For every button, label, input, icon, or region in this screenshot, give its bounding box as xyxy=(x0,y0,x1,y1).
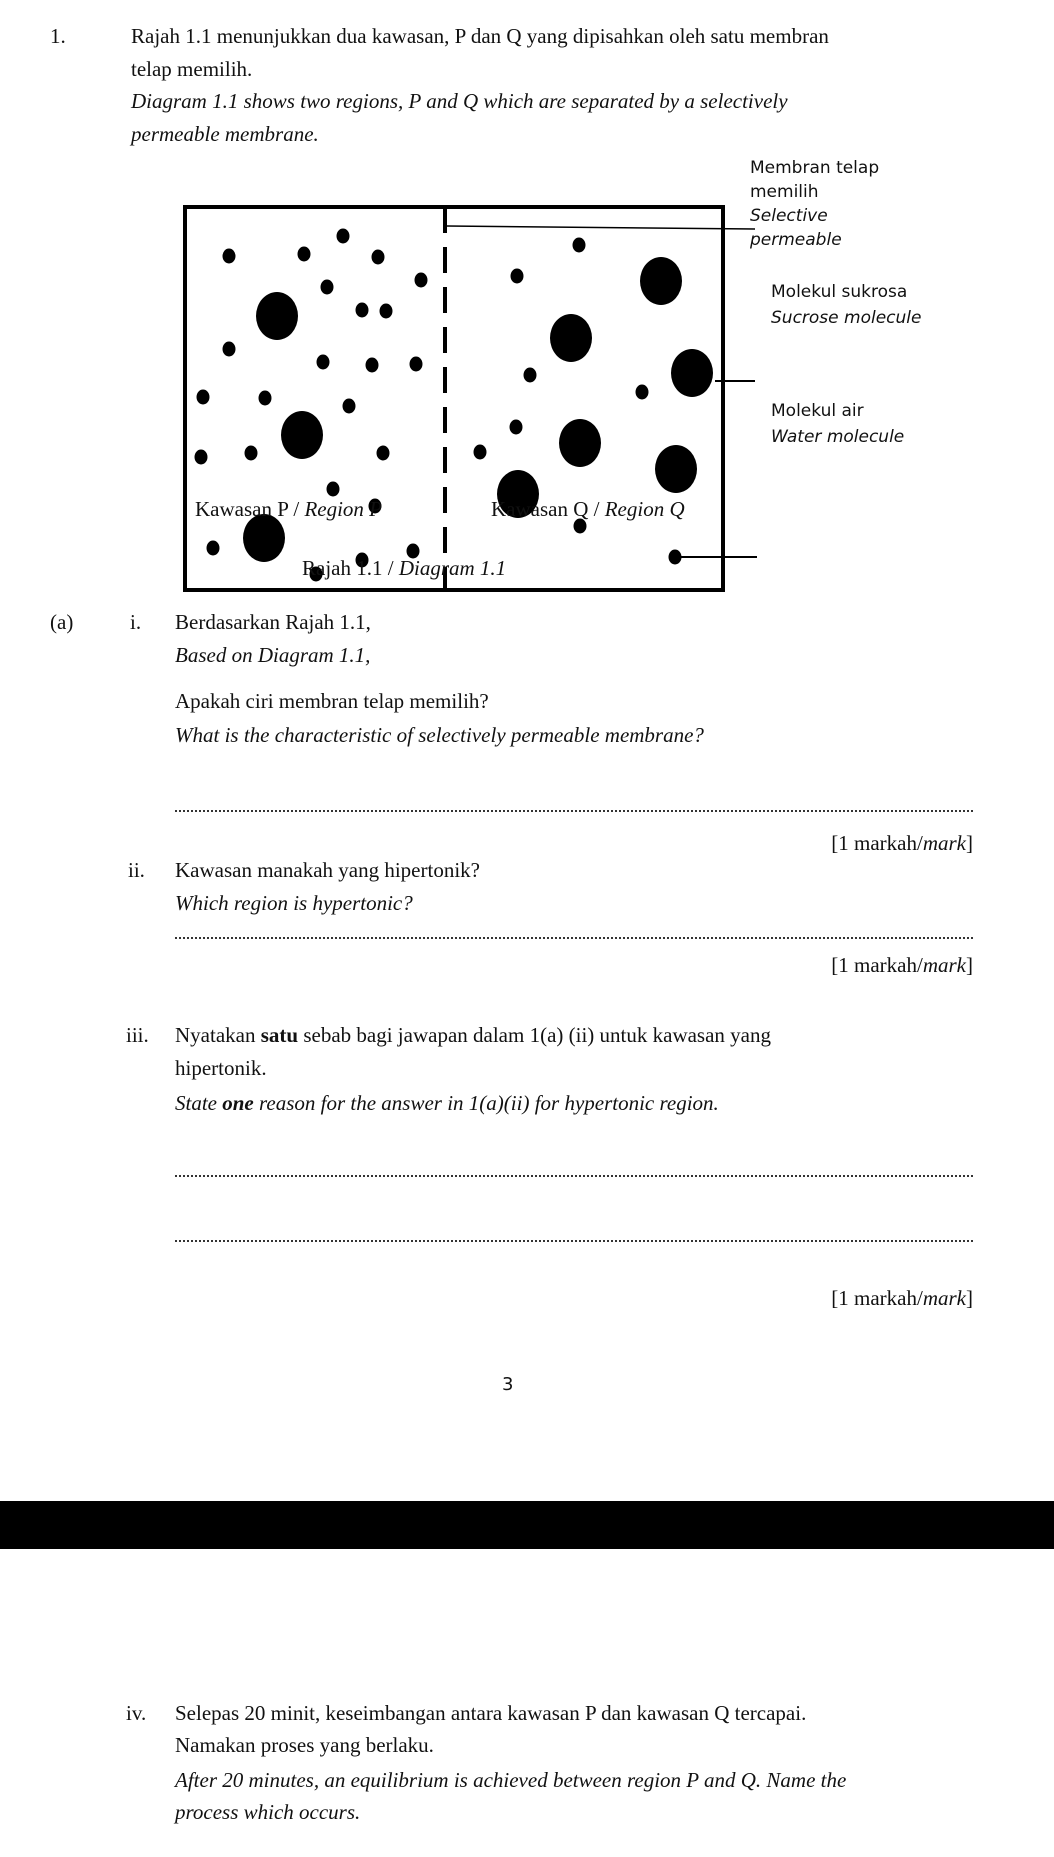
q-iii-en xyxy=(175,1091,719,1115)
water-molecule xyxy=(377,446,390,461)
mark-ms: [1 markah/ xyxy=(831,1286,923,1310)
q-ii-en: Which region is hypertonic? xyxy=(175,891,413,915)
water-molecule xyxy=(474,445,487,460)
sucrose-molecule xyxy=(281,411,323,459)
water-molecule xyxy=(298,247,311,262)
q-iii-en-a: State xyxy=(175,1091,223,1115)
answer-line-ii[interactable] xyxy=(175,937,973,939)
answer-line-iii-1[interactable] xyxy=(175,1175,973,1177)
intro-ms-line2: telap memilih. xyxy=(131,57,253,81)
water-molecule xyxy=(245,446,258,461)
answer-line-i[interactable] xyxy=(175,810,973,812)
sucrose-molecule xyxy=(243,514,285,562)
region-q-ms: Kawasan Q / xyxy=(491,497,605,521)
q-iii-ms-a: Nyatakan xyxy=(175,1023,261,1047)
water-molecule xyxy=(372,250,385,265)
membrane-pointer-line xyxy=(447,226,755,229)
mark-iii xyxy=(831,1286,973,1310)
water-molecule xyxy=(317,355,330,370)
mark-ms: [1 markah/ xyxy=(831,831,923,855)
intro-en-line2: permeable membrane. xyxy=(131,122,319,146)
region-p-ms: Kawasan P / xyxy=(195,497,305,521)
region-p-en: Region P xyxy=(304,497,383,521)
intro-en-line1: Diagram 1.1 shows two regions, P and Q which are separated by a selectively xyxy=(131,89,788,113)
label-sucrose-ms: Molekul sukrosa xyxy=(771,282,908,302)
q-iii-ms-b: sebab bagi jawapan dalam 1(a) (ii) untuk kawasan yang xyxy=(298,1023,771,1047)
q-i-ms2: Apakah ciri membran telap memilih? xyxy=(175,689,489,713)
water-molecule xyxy=(380,304,393,319)
q-i-number: i. xyxy=(130,610,142,634)
diagram-caption xyxy=(302,556,506,580)
water-molecule xyxy=(343,399,356,414)
region-p-label xyxy=(195,497,382,521)
q-iii-ms-bold: satu xyxy=(260,1023,299,1047)
water-molecule xyxy=(410,357,423,372)
water-molecule xyxy=(327,482,340,497)
label-membrane-ms-2: memilih xyxy=(750,182,819,202)
label-membrane-en-1: Selective xyxy=(750,206,828,226)
q-iv-en2: process which occurs. xyxy=(175,1800,361,1824)
water-molecule xyxy=(510,420,523,435)
water-molecule xyxy=(223,342,236,357)
water-molecule xyxy=(524,368,537,383)
caption-en: Diagram 1.1 xyxy=(398,556,507,580)
water-molecule xyxy=(366,358,379,373)
mark-end: ] xyxy=(966,831,973,855)
q-i-en1: Based on Diagram 1.1, xyxy=(175,643,371,667)
water-molecule xyxy=(259,391,272,406)
water-molecule xyxy=(337,229,350,244)
region-q-label xyxy=(491,497,685,521)
answer-line-iii-2[interactable] xyxy=(175,1240,973,1242)
caption-ms: Rajah 1.1 / xyxy=(302,556,399,580)
water-molecule xyxy=(197,390,210,405)
page-number: 3 xyxy=(502,1374,514,1395)
sucrose-molecule xyxy=(640,257,682,305)
q-i-ms1: Berdasarkan Rajah 1.1, xyxy=(175,610,371,634)
mark-end: ] xyxy=(966,953,973,977)
q-iv-ms1: Selepas 20 minit, keseimbangan antara kawasan P dan kawasan Q tercapai. xyxy=(175,1701,807,1725)
water-molecule xyxy=(321,280,334,295)
mark-i xyxy=(831,831,973,855)
water-molecule xyxy=(223,249,236,264)
mark-en: mark xyxy=(922,1286,966,1310)
water-molecule xyxy=(415,273,428,288)
sucrose-molecule xyxy=(655,445,697,493)
page-separator-bar xyxy=(0,1501,1054,1549)
q-iii-number: iii. xyxy=(126,1023,149,1047)
region-q-en: Region Q xyxy=(604,497,685,521)
sucrose-molecule xyxy=(550,314,592,362)
sucrose-molecule xyxy=(256,292,298,340)
q-iv-number: iv. xyxy=(126,1701,147,1725)
q-i-en2: What is the characteristic of selectively permeable membrane? xyxy=(175,723,704,747)
q-iii-en-bold: one xyxy=(222,1091,254,1115)
q-iii-ms-line2: hipertonik. xyxy=(175,1056,267,1080)
water-molecule xyxy=(636,385,649,400)
water-molecule xyxy=(511,269,524,284)
water-molecule xyxy=(356,303,369,318)
label-sucrose-en: Sucrose molecule xyxy=(771,308,922,328)
q-iii-ms xyxy=(175,1023,771,1047)
q-iv-en1: After 20 minutes, an equilibrium is achieved between region P and Q. Name the xyxy=(175,1768,847,1792)
label-membrane-ms-1: Membran telap xyxy=(750,158,880,178)
water-molecule xyxy=(195,450,208,465)
label-membrane-en-2: permeable xyxy=(750,230,842,250)
sucrose-molecule xyxy=(671,349,713,397)
sucrose-molecule xyxy=(559,419,601,467)
q-ii-number: ii. xyxy=(128,858,145,882)
mark-en: mark xyxy=(922,953,966,977)
part-a-label: (a) xyxy=(50,610,74,634)
label-water-en: Water molecule xyxy=(771,427,905,447)
mark-end: ] xyxy=(966,1286,973,1310)
water-molecule xyxy=(669,550,682,565)
water-molecule xyxy=(207,541,220,556)
intro-ms-line1: Rajah 1.1 menunjukkan dua kawasan, P dan Q yang dipisahkan oleh satu membran xyxy=(131,24,829,48)
mark-ms: [1 markah/ xyxy=(831,953,923,977)
question-number: 1. xyxy=(50,24,66,48)
mark-en: mark xyxy=(922,831,966,855)
q-iii-en-b: reason for the answer in 1(a)(ii) for hypertonic region. xyxy=(253,1091,719,1115)
label-water-ms: Molekul air xyxy=(771,401,864,421)
q-iv-ms2: Namakan proses yang berlaku. xyxy=(175,1733,434,1757)
q-ii-ms: Kawasan manakah yang hipertonik? xyxy=(175,858,480,882)
mark-ii xyxy=(831,953,973,977)
water-molecule xyxy=(573,238,586,253)
